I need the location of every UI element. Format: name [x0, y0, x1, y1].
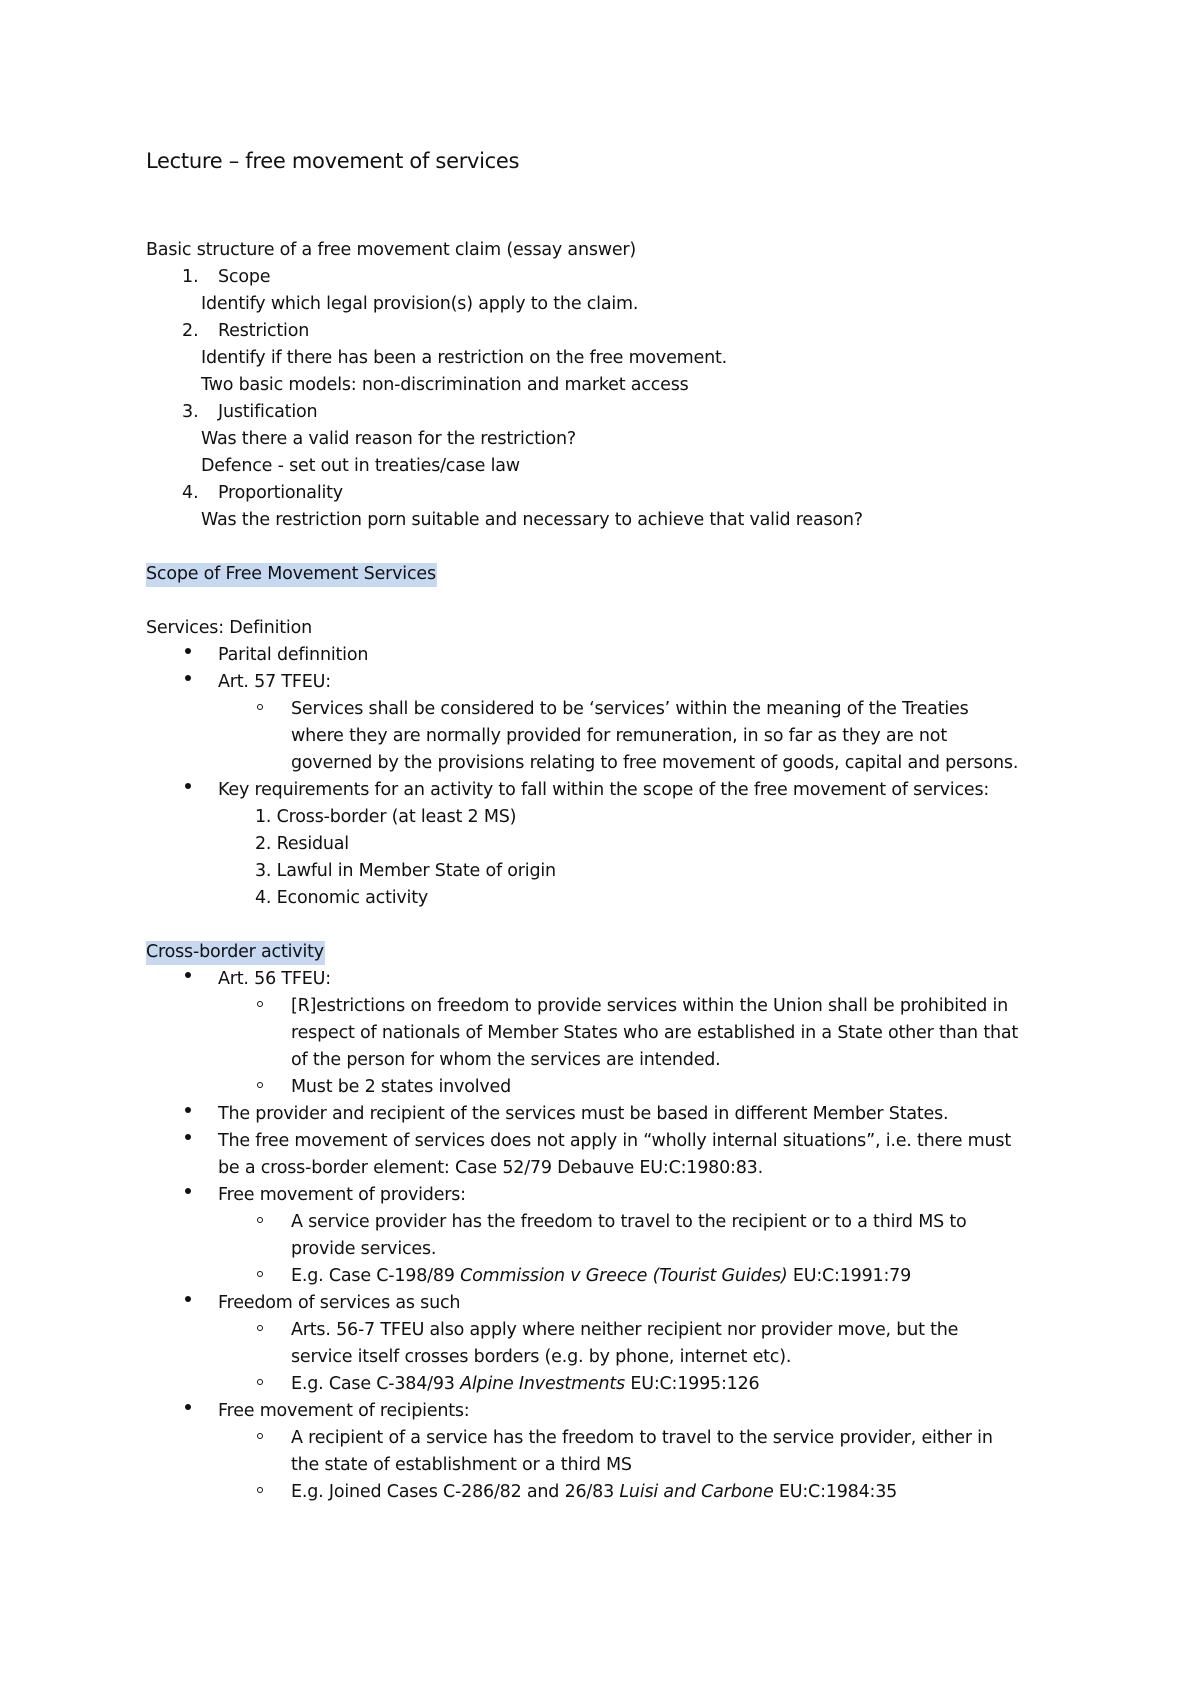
quote-text: respect of nationals of Member States who are established in a State other than that — [291, 1023, 1019, 1043]
sub-bullet-text: Arts. 56-7 TFEU also apply where neither recipient nor provider move, but the — [291, 1320, 959, 1340]
list-item-label: Proportionality — [218, 483, 343, 503]
list-item-text: Was the restriction porn suitable and necessary to achieve that valid reason? — [201, 510, 863, 530]
bullet-icon — [185, 972, 191, 978]
sub-bullet-icon — [257, 1325, 263, 1331]
bullet-text: The provider and recipient of the services must be based in different Member States. — [218, 1104, 949, 1124]
highlighted-heading: Cross-border activity — [146, 941, 325, 965]
sub-bullet-icon — [257, 1487, 263, 1493]
bullet-icon — [185, 1404, 191, 1410]
requirement-item: 4. Economic activity — [255, 888, 429, 908]
requirement-item: 3. Lawful in Member State of origin — [255, 861, 556, 881]
sub-bullet-icon — [257, 1001, 263, 1007]
page-title: Lecture – free movement of services — [146, 149, 520, 173]
highlighted-heading: Scope of Free Movement Services — [146, 563, 437, 587]
sub-bullet-icon — [257, 1379, 263, 1385]
bullet-icon — [185, 1134, 191, 1140]
sub-bullet-icon — [257, 1271, 263, 1277]
sub-bullet-text: A service provider has the freedom to travel to the recipient or to a third MS to — [291, 1212, 967, 1232]
bullet-icon — [185, 1107, 191, 1113]
sub-bullet-icon — [257, 1217, 263, 1223]
list-item-text: Identify if there has been a restriction on the free movement. — [201, 348, 727, 368]
citation-prefix: E.g. Case C-384/93 — [291, 1374, 461, 1394]
sub-bullet-text: provide services. — [291, 1239, 437, 1259]
bullet-text: Art. 57 TFEU: — [218, 672, 331, 692]
citation-prefix: E.g. Joined Cases C-286/82 and 26/83 — [291, 1482, 620, 1502]
citation-suffix: EU:C:1995:126 — [624, 1374, 760, 1394]
case-citation — [291, 1373, 759, 1395]
requirement-item: 2. Residual — [255, 834, 349, 854]
quote-text: of the person for whom the services are intended. — [291, 1050, 721, 1070]
section-heading-scope — [146, 563, 437, 585]
citation-prefix: E.g. Case C-198/89 — [291, 1266, 461, 1286]
citation-suffix: EU:C:1991:79 — [787, 1266, 912, 1286]
list-item-text: Was there a valid reason for the restriction? — [201, 429, 576, 449]
sub-bullet-icon — [257, 1433, 263, 1439]
quote-text: [R]estrictions on freedom to provide services within the Union shall be prohibited in — [291, 996, 1009, 1016]
requirement-item: 1. Cross-border (at least 2 MS) — [255, 807, 517, 827]
sub-bullet-text: A recipient of a service has the freedom to travel to the service provider, either in — [291, 1428, 993, 1448]
bullet-icon — [185, 783, 191, 789]
quote-text: Services shall be considered to be ‘services’ within the meaning of the Treaties — [291, 699, 969, 719]
sub-bullet-icon — [257, 1082, 263, 1088]
bullet-text: The free movement of services does not apply in “wholly internal situations”, i.e. there must — [218, 1131, 1011, 1151]
case-citation — [291, 1265, 911, 1287]
bullet-text: be a cross-border element: Case 52/79 Debauve EU:C:1980:83. — [218, 1158, 763, 1178]
list-item-text: Two basic models: non-discrimination and market access — [201, 375, 689, 395]
quote-text: governed by the provisions relating to free movement of goods, capital and persons. — [291, 753, 1019, 773]
bullet-text: Parital definnition — [218, 645, 369, 665]
case-citation — [291, 1481, 897, 1503]
bullet-icon — [185, 675, 191, 681]
bullet-icon — [185, 1296, 191, 1302]
bullet-icon — [185, 1188, 191, 1194]
list-number: 1. — [182, 267, 199, 287]
sub-bullet-text: the state of establishment or a third MS — [291, 1455, 632, 1475]
list-item-label: Scope — [218, 267, 271, 287]
list-number: 2. — [182, 321, 199, 341]
case-name: Alpine Investments — [460, 1374, 625, 1394]
bullet-text: Free movement of providers: — [218, 1185, 466, 1205]
structure-heading: Basic structure of a free movement claim (essay answer) — [146, 240, 637, 260]
list-item-text: Identify which legal provision(s) apply to the claim. — [201, 294, 639, 314]
citation-suffix: EU:C:1984:35 — [773, 1482, 898, 1502]
list-item-label: Justification — [218, 402, 318, 422]
bullet-text: Freedom of services as such — [218, 1293, 461, 1313]
list-item-label: Restriction — [218, 321, 310, 341]
bullet-text: Key requirements for an activity to fall within the scope of the free movement of services: — [218, 780, 990, 800]
services-definition-heading: Services: Definition — [146, 618, 312, 638]
list-item-text: Defence - set out in treaties/case law — [201, 456, 520, 476]
sub-bullet-icon — [257, 704, 263, 710]
quote-text: where they are normally provided for remuneration, in so far as they are not — [291, 726, 947, 746]
bullet-icon — [185, 648, 191, 654]
bullet-text: Art. 56 TFEU: — [218, 969, 331, 989]
case-name: Luisi and Carbone — [619, 1482, 774, 1502]
bullet-text: Free movement of recipients: — [218, 1401, 470, 1421]
list-number: 3. — [182, 402, 199, 422]
sub-bullet-text: Must be 2 states involved — [291, 1077, 511, 1097]
list-number: 4. — [182, 483, 199, 503]
sub-bullet-text: service itself crosses borders (e.g. by phone, internet etc). — [291, 1347, 792, 1367]
case-name: Commission v Greece (Tourist Guides) — [460, 1266, 788, 1286]
section-heading-cross-border — [146, 941, 325, 963]
